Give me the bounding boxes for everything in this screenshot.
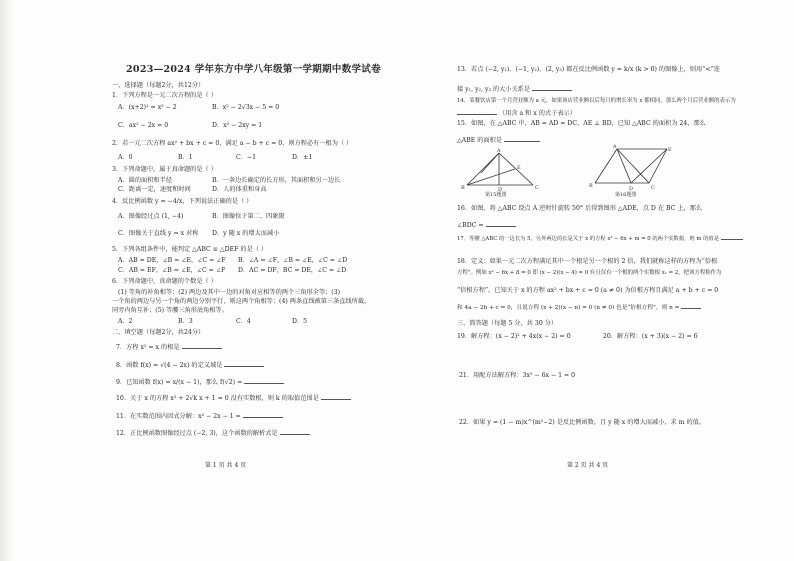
q6-option-d: D．5 — [292, 318, 308, 325]
q2-option-b: B．1 — [178, 154, 193, 161]
q7-answer-blank[interactable] — [182, 342, 222, 349]
q6-line-3: 同旁内角互补；(5) 等腰三角形底角相等。 — [112, 307, 228, 314]
q6-option-a: A．2 — [118, 318, 133, 325]
question-19: 19．解方程：(x − 2)² + 4x(x − 2) = 0 — [457, 333, 571, 340]
q6-line-2: 一个角的两边与另一个角的两边分别平行，则这两个角相等；(4) 两条直线被第三条直线所截， — [112, 298, 371, 305]
q6-line-1: (1) 等角的补角相等；(2) 两边及其中一边的对角对应相等的两个三角形全等；(3) — [118, 289, 341, 296]
q6-option-b: B．3 — [178, 318, 193, 325]
question-2: 2．若一元二次方程 ax² + bx + c = 0，满足 a − b + c = 0，则方程必有一根为（ ） — [112, 140, 353, 147]
question-16-line-2 — [457, 220, 516, 229]
q2-option-a: A．0 — [118, 154, 133, 161]
q15-text: △ABE 的面积是 — [457, 137, 503, 144]
q3-option-a: A．圆的面积和半径 — [118, 177, 172, 184]
q15-answer-blank[interactable] — [504, 135, 540, 142]
q14-hint: （用含 a 和 x 的式子表示） — [498, 110, 576, 117]
fig16-label-a: A — [613, 144, 617, 150]
exam-title: 2023—2024 学年东方中学八年级第一学期期中数学试卷 — [126, 64, 381, 75]
question-14-line-1: 14．某餐饮店第一个月营业额为 a 元，如果该店营业额以后每月的增长率为 x 都相同，那么两个月后营业额的表示为 — [457, 98, 736, 104]
q17-text: 17．等腰 △ABC 的一边长为 5，另外两边的长是关于 x 的方程 x² − 6x + m = 0 的两个实数根，则 m 的值是 — [457, 236, 719, 242]
q13-answer-blank[interactable] — [532, 84, 572, 91]
question-3: 3．下列命题中，属于真命题的是（ ） — [112, 166, 217, 173]
q1-option-d: D．x² − 2xy = 1 — [212, 122, 263, 129]
fig15-label-e: E — [517, 165, 521, 171]
fig16-label-c: C — [651, 185, 655, 191]
q8-text: 8．函数 f(x) = √(4 − 2x) 的定义域是 — [116, 362, 223, 369]
figure-15-drawing — [459, 147, 543, 191]
q3-option-b: B．一条边长确定的长方形，其面积和另一边长 — [212, 177, 341, 184]
q11-answer-blank[interactable] — [243, 411, 283, 418]
question-15-line-1: 15．如图，在 △ABC 中，AB = AD = DC，AE ⊥ BD，已知 △ABC 的面积为 24，那么 — [457, 120, 706, 127]
q18-answer-blank[interactable] — [681, 302, 701, 309]
fig15-label-b: B — [461, 185, 465, 191]
q12-text: 12．正比例函数图像经过点 (−2, 3)，这个函数的解析式是 — [116, 430, 278, 437]
q1-option-b: B．x² − 2√3x − 5 = 0 — [212, 104, 280, 111]
figure-16 — [587, 143, 675, 198]
q4-option-a: A．图像经过点 (1, −4) — [118, 213, 184, 220]
question-18-line-3: “倍根方程”。已知关于 x 的方程 ax² + bx + c = 0 (a ≠ 0) 为倍根方程且满足 a + b + c = 0 — [457, 287, 719, 294]
q3-option-d: D．人的体重和身高 — [212, 186, 267, 193]
question-13-line-1: 13．若点 (−2, y₁)、(−1, y₂)、(2, y₃) 都在反比例函数 y = k/x (k > 0) 的图像上，则用“<”连 — [457, 66, 720, 73]
section-answer-heading: 三、简答题（每题 5 分，共 30 分） — [457, 320, 558, 327]
q16-text: ∠BDC = — [457, 222, 484, 229]
q8-answer-blank[interactable] — [224, 360, 264, 367]
question-5: 5．下列各组条件中，能判定 △ABC ≌ △DEF 的是（ ） — [112, 246, 268, 253]
question-22: 22．如果 y = (1 − m)x^(m²−2) 是反比例函数，且 y 随 x 的增大而减小，求 m 的值。 — [459, 419, 706, 426]
q5-option-c: C．AB = EF，∠B = ∠E，∠C = ∠F — [118, 267, 226, 274]
question-10 — [116, 393, 351, 402]
question-16-line-1: 16．如图，将 △ABC 绕点 A 逆时针旋转 50° 后得到图形 △ADE，点 D 在 BC 上，那么 — [457, 205, 703, 212]
page-footer-2: 第 2 页 共 4 页 — [567, 462, 609, 469]
q6-option-c: C．4 — [236, 318, 251, 325]
question-4: 4．反比例函数 y = −4/x，下列说法正确的是（ ） — [112, 198, 253, 205]
fig16-label-b: B — [589, 183, 593, 189]
q10-text: 10．关于 x 的方程 x² + 2√k x + 1 = 0 没有实数根，则 k 的取值范围是 — [116, 395, 319, 402]
q9-text: 9．已知函数 f(x) = x/(x − 1)，那么 f(√2) = — [116, 379, 243, 386]
fig15-label-a: A — [497, 148, 501, 154]
question-17 — [457, 233, 743, 243]
figure-15 — [459, 147, 543, 198]
q5-option-b: B．∠A = ∠F，∠B = ∠E，∠C = ∠D — [238, 257, 348, 264]
question-20: 20．解方程：(x + 3)(x − 2) = 6 — [603, 333, 698, 340]
q7-text: 7．方程 x² = x 的根是 — [116, 344, 180, 351]
question-7 — [116, 342, 222, 351]
question-14-line-2 — [457, 108, 576, 117]
question-11 — [116, 411, 283, 420]
q4-option-c: C．图像关于直线 y = x 对称 — [118, 230, 199, 237]
q17-answer-blank[interactable] — [721, 233, 743, 240]
q11-text: 11．在实数范围内因式分解：x² − 2x − 1 = — [116, 413, 241, 420]
fig16-label-d: D — [629, 186, 634, 191]
question-1: 1．下列方程是一元二次方程的是（ ） — [112, 92, 217, 99]
q1-option-a: A．(x+2)² = x² − 2 — [118, 104, 177, 111]
question-12 — [116, 428, 310, 437]
question-9 — [116, 377, 284, 386]
question-15-line-2 — [457, 135, 540, 144]
question-13-line-2 — [457, 84, 572, 93]
q1-option-c: C．ax² − 2x = 0 — [118, 122, 169, 129]
question-6: 6．下列命题中，真命题的个数是（ ） — [112, 278, 217, 285]
section-choice-heading: 一、选择题（每题2分，共12分） — [112, 82, 205, 89]
q18-text: 和 4a − 2b + c = 0，且说方程 (x + 2)(x − n) = 0 (n ≠ 0) 也是“倍根方程”，则 n = — [457, 305, 680, 311]
q2-option-c: C．−1 — [236, 154, 257, 161]
q10-answer-blank[interactable] — [321, 393, 351, 400]
figure-16-caption: 第16题图 — [615, 192, 637, 198]
q13-text: 接 y₁, y₂, y₃ 的大小关系是 — [457, 86, 531, 93]
q2-option-d: D．±1 — [292, 154, 313, 161]
q4-option-b: B．图像位于第二、四象限 — [212, 213, 285, 220]
q5-option-d: D．AC = DF，BC = DE，∠C = ∠D — [238, 267, 347, 274]
page-footer-1: 第 1 页 共 4 页 — [205, 462, 247, 469]
q3-option-c: C．距离一定，速度和时间 — [118, 186, 191, 193]
q14-answer-blank[interactable] — [457, 108, 497, 115]
section-fill-heading: 二、填空题（每题2分，共24分） — [112, 329, 205, 336]
figure-15-caption: 第15题图 — [485, 192, 507, 198]
figure-16-drawing — [587, 143, 675, 191]
question-18-line-4 — [457, 302, 701, 312]
q5-option-a: A．AB = DE，∠B = ∠E，∠C = ∠F — [118, 257, 226, 264]
question-18-line-1: 18．定义：如果一元二次方程满足其中一个根是另一个根的 2 倍，我们就称这样的方程为“倍根 — [457, 258, 718, 265]
question-8 — [116, 360, 264, 369]
question-21: 21．用配方法解方程：3x² − 6x − 1 = 0 — [459, 372, 576, 379]
q9-answer-blank[interactable] — [244, 377, 284, 384]
exam-page-2 — [397, 0, 794, 561]
q4-option-d: D．y 随 x 的增大而减小 — [212, 230, 280, 237]
q16-answer-blank[interactable] — [486, 220, 516, 227]
fig16-label-e: E — [668, 147, 672, 153]
fig15-label-d: D — [498, 187, 503, 191]
question-18-line-2: 方程”。例如 x² − 6x + 8 = 0 即 (x − 2)(x − 4) = 0 有且仅有一个根的两个实数根 x₁ = 2，把该方程称作为 — [457, 270, 722, 276]
q12-answer-blank[interactable] — [280, 428, 310, 435]
fig15-label-c: C — [535, 185, 539, 191]
